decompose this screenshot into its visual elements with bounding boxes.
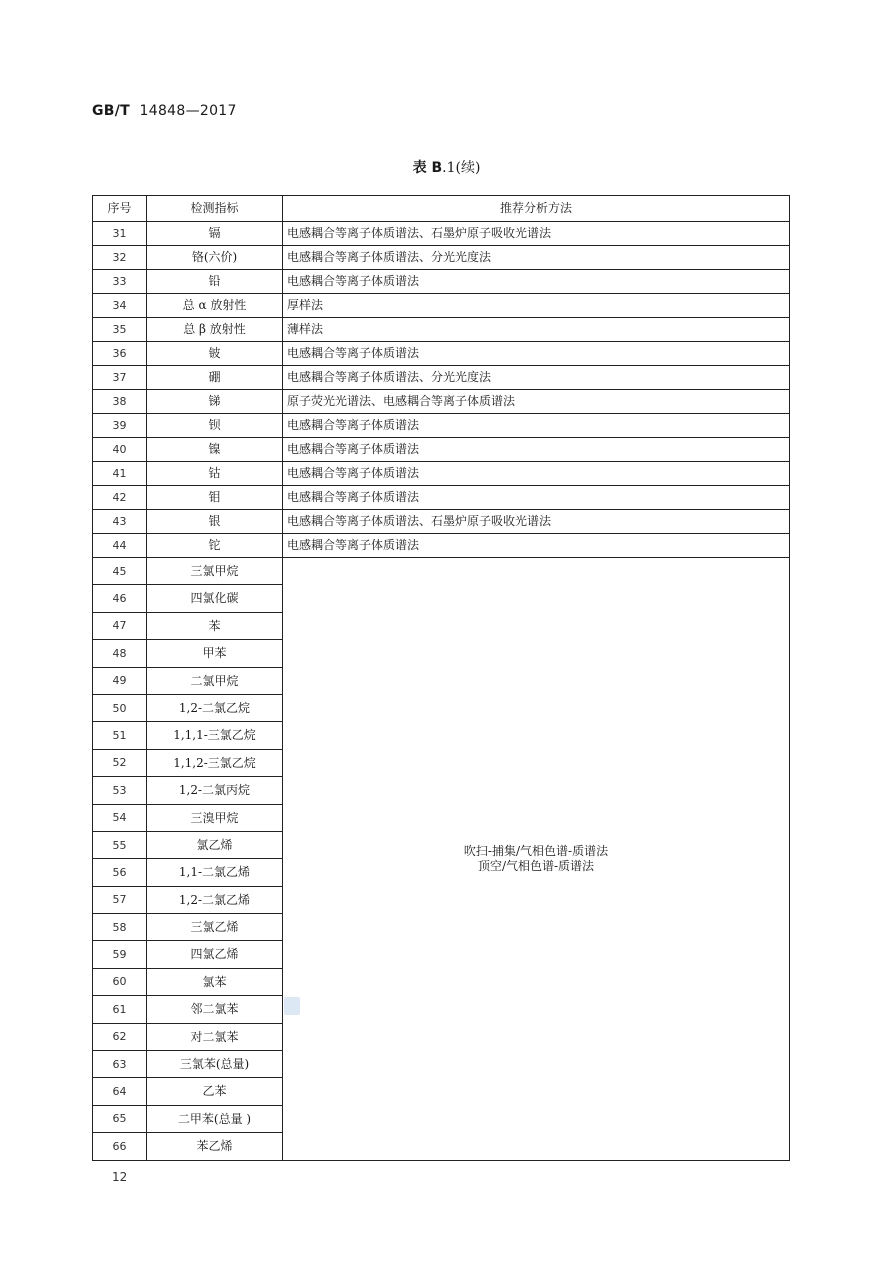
indicator-name: 四氯化碳 [147,585,283,612]
table-row [93,438,790,462]
analysis-method: 厚样法 [283,294,790,318]
row-number: 65 [93,1105,147,1132]
row-number: 53 [93,777,147,804]
indicator-name: 锑 [147,390,283,414]
analysis-method: 电感耦合等离子体质谱法、分光光度法 [283,246,790,270]
row-number: 44 [93,534,147,558]
analysis-method: 薄样法 [283,318,790,342]
standard-prefix: GB/T [92,103,131,119]
row-number: 59 [93,941,147,968]
indicator-name: 钴 [147,462,283,486]
indicator-name: 1,1-二氯乙烯 [147,859,283,886]
analysis-method: 电感耦合等离子体质谱法 [283,486,790,510]
row-number: 37 [93,366,147,390]
analysis-method: 电感耦合等离子体质谱法 [283,270,790,294]
analysis-method: 电感耦合等离子体质谱法 [283,342,790,366]
row-number: 46 [93,585,147,612]
indicator-name: 钡 [147,414,283,438]
analysis-method: 电感耦合等离子体质谱法、石墨炉原子吸收光谱法 [283,222,790,246]
indicator-name: 对二氯苯 [147,1023,283,1050]
row-number: 43 [93,510,147,534]
table-row [93,246,790,270]
indicator-name: 银 [147,510,283,534]
analysis-method: 电感耦合等离子体质谱法 [283,414,790,438]
row-number: 42 [93,486,147,510]
row-number: 41 [93,462,147,486]
row-number: 58 [93,914,147,941]
table-row [93,294,790,318]
row-number: 49 [93,667,147,694]
row-number: 57 [93,886,147,913]
caption-number: .1 [442,160,456,176]
table-row [93,366,790,390]
table-row [93,318,790,342]
row-number: 33 [93,270,147,294]
analysis-method: 原子荧光光谱法、电感耦合等离子体质谱法 [283,390,790,414]
analysis-method: 电感耦合等离子体质谱法、石墨炉原子吸收光谱法 [283,510,790,534]
indicator-name: 铊 [147,534,283,558]
indicator-name: 二氯甲烷 [147,667,283,694]
indicator-name: 三溴甲烷 [147,804,283,831]
row-number: 66 [93,1133,147,1160]
indicator-name: 1,2-二氯丙烷 [147,777,283,804]
indicator-name: 甲苯 [147,640,283,667]
indicator-name: 氯乙烯 [147,831,283,858]
indicator-name: 铍 [147,342,283,366]
row-number: 32 [93,246,147,270]
indicator-name: 1,2-二氯乙烷 [147,694,283,721]
merged-method-line: 顶空/气相色谱-质谱法 [477,858,595,873]
row-number: 39 [93,414,147,438]
table-row [93,270,790,294]
table-body [93,222,790,1161]
row-number: 35 [93,318,147,342]
row-number: 36 [93,342,147,366]
indicator-name: 镉 [147,222,283,246]
indicator-name: 氯苯 [147,968,283,995]
row-number: 45 [93,558,147,585]
indicator-name: 三氯乙烯 [147,914,283,941]
merged-analysis-method [283,558,790,1161]
row-number: 52 [93,749,147,776]
indicator-name: 三氯甲烷 [147,558,283,585]
table-row [93,342,790,366]
row-number: 51 [93,722,147,749]
standard-code [92,103,237,119]
row-number: 63 [93,1051,147,1078]
col-header-method: 推荐分析方法 [283,196,790,222]
table-row [93,510,790,534]
indicator-name: 钼 [147,486,283,510]
indicator-name: 总 β 放射性 [147,318,283,342]
row-number: 60 [93,968,147,995]
col-header-no: 序号 [93,196,147,222]
indicator-name: 三氯苯(总量) [147,1051,283,1078]
row-number: 48 [93,640,147,667]
row-number: 31 [93,222,147,246]
table-row [93,534,790,558]
indicator-name: 四氯乙烯 [147,941,283,968]
analysis-method: 电感耦合等离子体质谱法、分光光度法 [283,366,790,390]
row-number: 34 [93,294,147,318]
table-row [93,462,790,486]
indicator-name: 1,1,2-三氯乙烷 [147,749,283,776]
analysis-method: 电感耦合等离子体质谱法 [283,438,790,462]
row-number: 38 [93,390,147,414]
row-number: 64 [93,1078,147,1105]
merged-method-line: 吹扫-捕集/气相色谱-质谱法 [463,844,609,859]
row-number: 61 [93,996,147,1023]
col-header-indicator: 检测指标 [147,196,283,222]
indicator-name: 铬(六价) [147,246,283,270]
table-row [93,390,790,414]
row-number: 54 [93,804,147,831]
standard-number: 14848—2017 [139,103,237,119]
indicator-name: 1,2-二氯乙烯 [147,886,283,913]
caption-continued: (续) [455,160,481,176]
analysis-method: 电感耦合等离子体质谱法 [283,534,790,558]
row-number: 50 [93,694,147,721]
table-row [93,414,790,438]
indicator-name: 1,1,1-三氯乙烷 [147,722,283,749]
indicator-name: 苯乙烯 [147,1133,283,1160]
indicator-name: 总 α 放射性 [147,294,283,318]
indicator-name: 硼 [147,366,283,390]
indicator-name: 铅 [147,270,283,294]
table-header-row [93,196,790,222]
methods-table [92,195,790,1161]
indicator-name: 二甲苯(总量 ) [147,1105,283,1132]
row-number: 47 [93,612,147,639]
indicator-name: 苯 [147,612,283,639]
caption-label: 表 B [412,160,443,176]
table-caption [0,157,893,177]
row-number: 62 [93,1023,147,1050]
row-number: 40 [93,438,147,462]
analysis-method: 电感耦合等离子体质谱法 [283,462,790,486]
row-number: 55 [93,831,147,858]
indicator-name: 镍 [147,438,283,462]
page-number: 12 [112,1170,128,1184]
row-number: 56 [93,859,147,886]
table-row [93,222,790,246]
table-row [93,486,790,510]
indicator-name: 邻二氯苯 [147,996,283,1023]
indicator-name: 乙苯 [147,1078,283,1105]
table-row [93,558,790,585]
